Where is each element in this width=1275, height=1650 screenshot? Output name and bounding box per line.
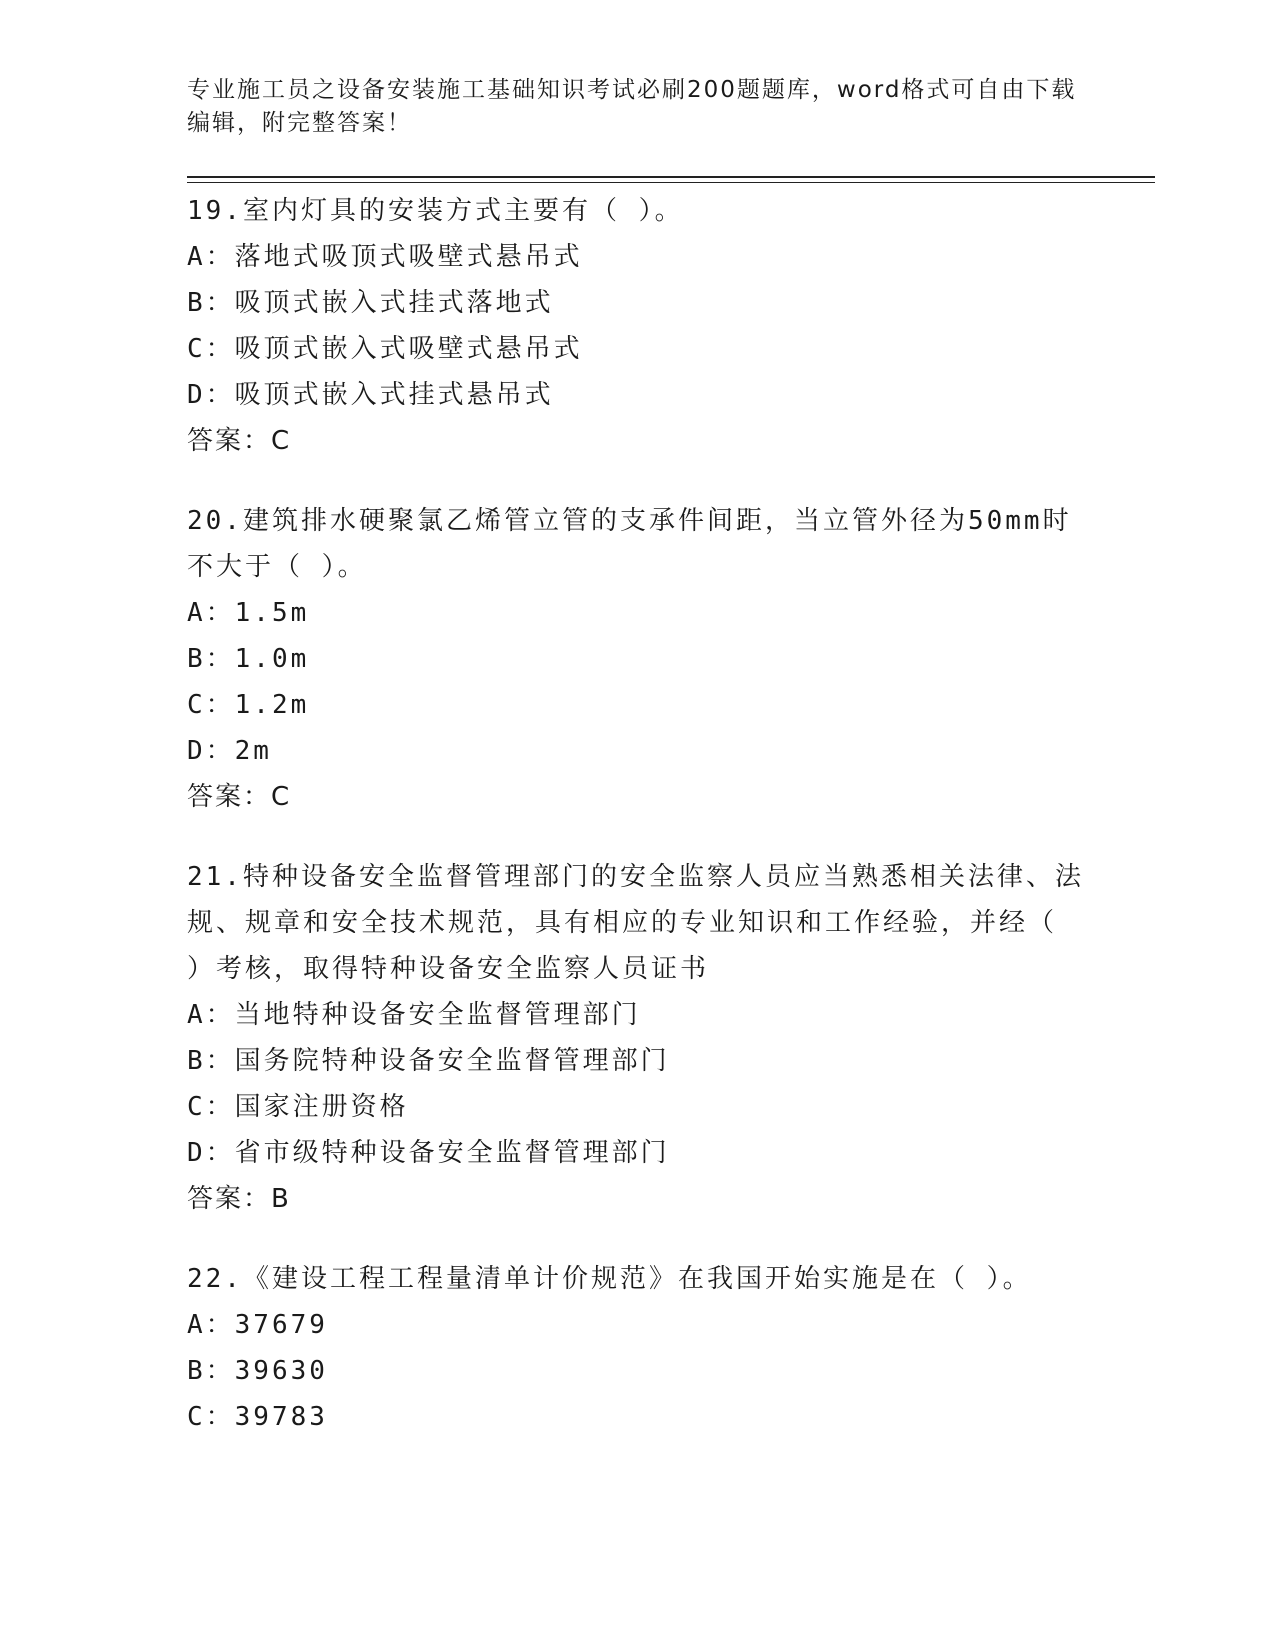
option-label: A： — [187, 598, 235, 628]
option-text: 国务院特种设备安全监督管理部门 — [234, 1046, 670, 1076]
option-label: B： — [187, 1356, 235, 1386]
answer-option — [187, 1348, 1087, 1394]
question-stem-line: 22.《建设工程工程量清单计价规范》在我国开始实施是在（ ）。 — [187, 1264, 1032, 1294]
header-divider-thick — [187, 176, 1155, 178]
header-line-1: 专业施工员之设备安装施工基础知识考试必刷200题题库，word格式可自由下载 — [187, 77, 1077, 103]
answer-option — [187, 636, 1087, 682]
option-label: A： — [187, 242, 235, 272]
answer-option — [187, 372, 1087, 418]
option-text: 1.2m — [234, 690, 310, 720]
question-stem-line: 规、规章和安全技术规范，具有相应的专业知识和工作经验，并经（ — [187, 908, 1058, 938]
answer-option — [187, 1084, 1087, 1130]
option-label: C： — [187, 1092, 235, 1122]
document-header — [187, 74, 1087, 140]
answer-key: 答案：C — [187, 426, 292, 456]
answer-option — [187, 992, 1087, 1038]
option-label: B： — [187, 288, 235, 318]
option-text: 1.0m — [234, 644, 310, 674]
answer-option — [187, 1130, 1087, 1176]
answer-option — [187, 1394, 1087, 1440]
option-text: 国家注册资格 — [234, 1092, 409, 1122]
option-text: 1.5m — [234, 598, 310, 628]
option-label: B： — [187, 1046, 235, 1076]
option-label: B： — [187, 644, 235, 674]
option-text: 吸顶式嵌入式挂式悬吊式 — [234, 380, 554, 410]
option-label: C： — [187, 1402, 235, 1432]
question-stem-line: 20.建筑排水硬聚氯乙烯管立管的支承件间距，当立管外径为50mm时 — [187, 506, 1072, 536]
answer-option — [187, 590, 1087, 636]
answer-option — [187, 1038, 1087, 1084]
answer-key: 答案：C — [187, 782, 292, 812]
option-text: 落地式吸顶式吸壁式悬吊式 — [234, 242, 583, 272]
answer-option — [187, 234, 1087, 280]
option-text: 37679 — [234, 1310, 328, 1340]
answer-option — [187, 1302, 1087, 1348]
option-label: C： — [187, 690, 235, 720]
option-text: 吸顶式嵌入式挂式落地式 — [234, 288, 554, 318]
answer-option — [187, 326, 1087, 372]
option-text: 省市级特种设备安全监督管理部门 — [234, 1138, 670, 1168]
question-block — [187, 1256, 1087, 1440]
question-stem-line: 21.特种设备安全监督管理部门的安全监察人员应当熟悉相关法律、法 — [187, 862, 1084, 892]
option-label: A： — [187, 1000, 235, 1030]
question-block — [187, 854, 1087, 1222]
option-label: D： — [187, 380, 235, 410]
answer-key: 答案：B — [187, 1184, 291, 1214]
option-label: C： — [187, 334, 235, 364]
header-line-2: 编辑，附完整答案！ — [187, 110, 412, 136]
question-block — [187, 498, 1087, 820]
answer-option — [187, 682, 1087, 728]
option-text: 当地特种设备安全监督管理部门 — [234, 1000, 641, 1030]
answer-option — [187, 728, 1087, 774]
question-stem-line: 19.室内灯具的安装方式主要有（ ）。 — [187, 196, 684, 226]
option-text: 吸顶式嵌入式吸壁式悬吊式 — [234, 334, 583, 364]
option-label: D： — [187, 736, 235, 766]
question-stem-line: 不大于（ ）。 — [187, 552, 367, 582]
option-text: 2m — [234, 736, 272, 766]
option-text: 39783 — [234, 1402, 328, 1432]
option-label: A： — [187, 1310, 235, 1340]
answer-option — [187, 280, 1087, 326]
header-divider-thin — [187, 182, 1155, 183]
question-list — [187, 188, 1087, 1474]
option-label: D： — [187, 1138, 235, 1168]
option-text: 39630 — [234, 1356, 328, 1386]
question-block — [187, 188, 1087, 464]
question-stem-line: ）考核，取得特种设备安全监察人员证书 — [187, 954, 710, 984]
